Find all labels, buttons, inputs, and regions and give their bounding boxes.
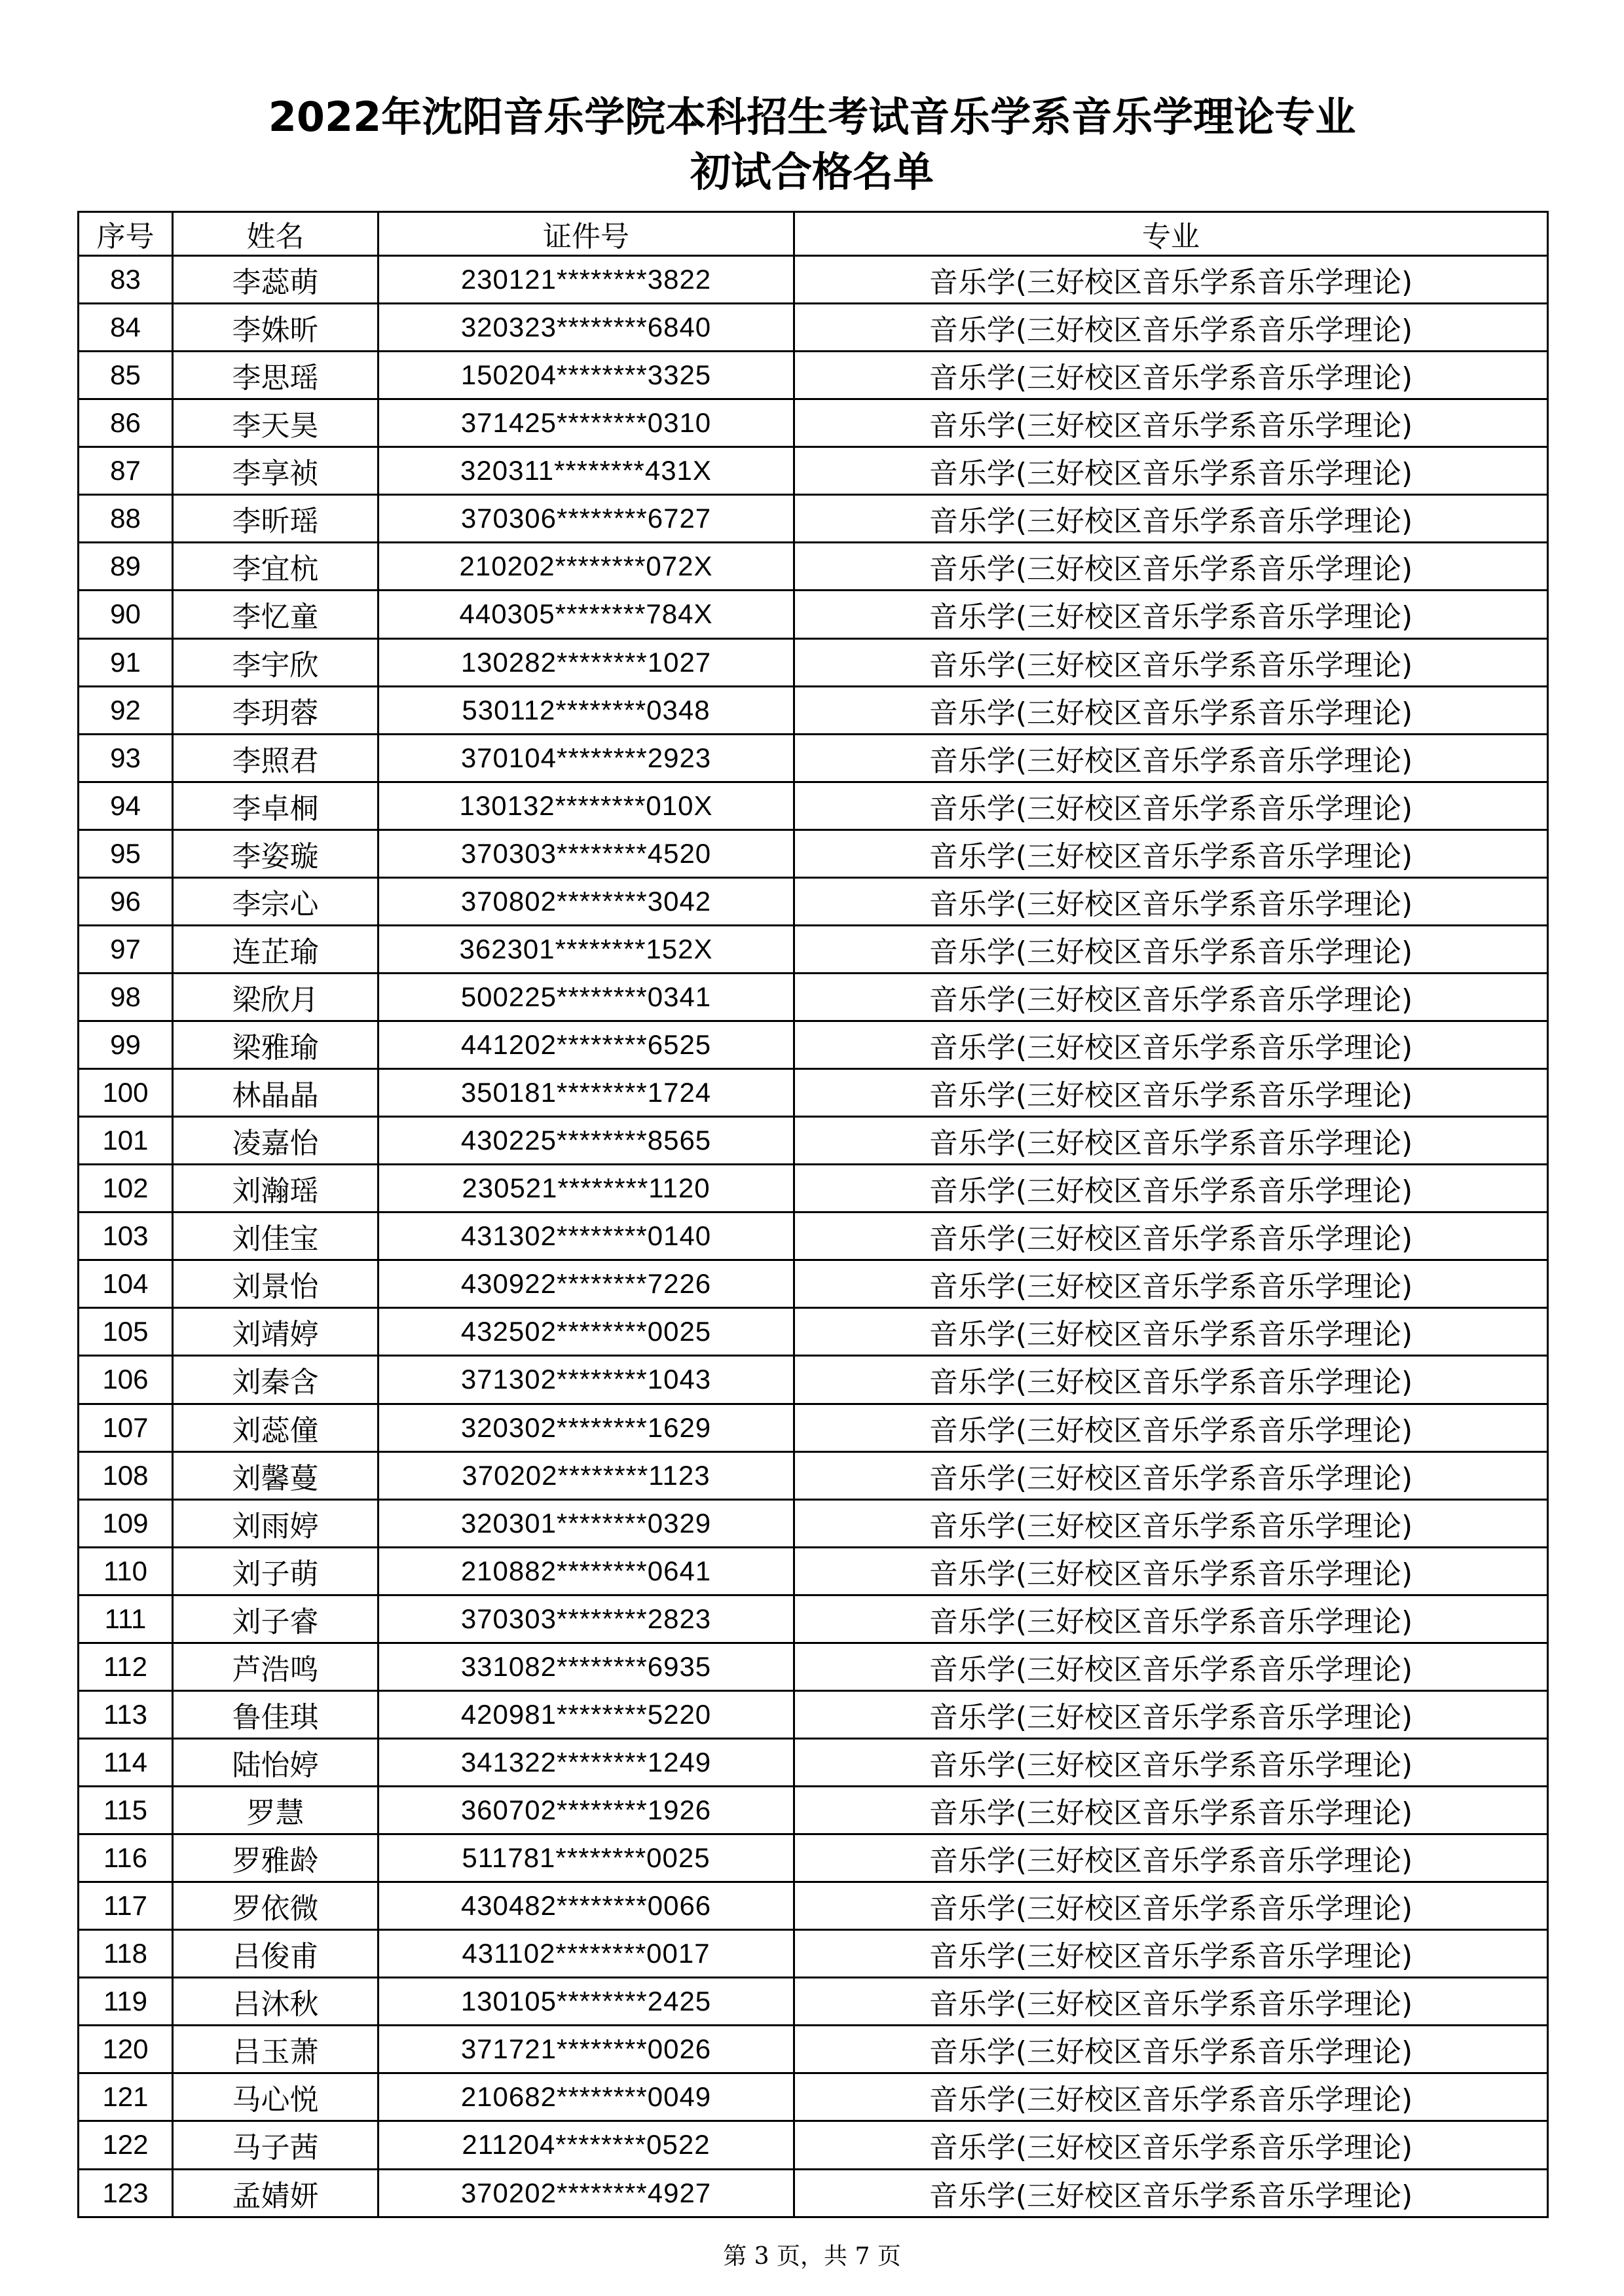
cell-name: 李思瑶 xyxy=(173,352,378,399)
table-row xyxy=(79,1690,1548,1738)
table-row xyxy=(79,2026,1548,2073)
table-row xyxy=(79,1308,1548,1356)
cell-name: 刘瀚瑶 xyxy=(173,1165,378,1212)
header-seq: 序号 xyxy=(79,212,173,256)
cell-name: 李宗心 xyxy=(173,877,378,925)
table-row xyxy=(79,782,1548,829)
table-row xyxy=(79,495,1548,543)
cell-seq: 87 xyxy=(79,447,173,495)
cell-major: 音乐学(三好校区音乐学系音乐学理论) xyxy=(794,1165,1548,1212)
cell-seq: 121 xyxy=(79,2073,173,2121)
cell-seq: 86 xyxy=(79,399,173,447)
cell-name: 陆怡婷 xyxy=(173,1738,378,1786)
table-row xyxy=(79,1356,1548,1404)
cell-name: 李玥蓉 xyxy=(173,686,378,734)
cell-major: 音乐学(三好校区音乐学系音乐学理论) xyxy=(794,447,1548,495)
cell-id-number: 230521********1120 xyxy=(378,1165,794,1212)
document-title: 2022年沈阳音乐学院本科招生考试音乐学系音乐学理论专业 xyxy=(268,93,1356,141)
cell-id-number: 371425********0310 xyxy=(378,399,794,447)
cell-name: 李姝昕 xyxy=(173,304,378,352)
table-row xyxy=(79,1643,1548,1690)
table-row xyxy=(79,2169,1548,2217)
table-row xyxy=(79,1165,1548,1212)
cell-seq: 104 xyxy=(79,1260,173,1308)
cell-id-number: 210682********0049 xyxy=(378,2073,794,2121)
table-row xyxy=(79,925,1548,973)
cell-major: 音乐学(三好校区音乐学系音乐学理论) xyxy=(794,782,1548,829)
table-row xyxy=(79,1069,1548,1117)
table-row xyxy=(79,1499,1548,1547)
cell-seq: 84 xyxy=(79,304,173,352)
cell-seq: 93 xyxy=(79,734,173,782)
cell-seq: 88 xyxy=(79,495,173,543)
cell-id-number: 320311********431X xyxy=(378,447,794,495)
cell-major: 音乐学(三好校区音乐学系音乐学理论) xyxy=(794,1690,1548,1738)
cell-major: 音乐学(三好校区音乐学系音乐学理论) xyxy=(794,1356,1548,1404)
cell-name: 鲁佳琪 xyxy=(173,1690,378,1738)
cell-major: 音乐学(三好校区音乐学系音乐学理论) xyxy=(794,1787,1548,1834)
cell-major: 音乐学(三好校区音乐学系音乐学理论) xyxy=(794,925,1548,973)
cell-seq: 111 xyxy=(79,1595,173,1643)
cell-id-number: 341322********1249 xyxy=(378,1738,794,1786)
table-row xyxy=(79,2121,1548,2169)
cell-id-number: 362301********152X xyxy=(378,925,794,973)
cell-name: 刘子萌 xyxy=(173,1547,378,1595)
table-row xyxy=(79,399,1548,447)
cell-name: 李卓桐 xyxy=(173,782,378,829)
cell-name: 李天昊 xyxy=(173,399,378,447)
cell-name: 李姿璇 xyxy=(173,829,378,877)
header-major: 专业 xyxy=(794,212,1548,256)
cell-seq: 110 xyxy=(79,1547,173,1595)
cell-id-number: 150204********3325 xyxy=(378,352,794,399)
cell-seq: 113 xyxy=(79,1690,173,1738)
cell-name: 连芷瑜 xyxy=(173,925,378,973)
cell-name: 刘佳宝 xyxy=(173,1212,378,1260)
cell-major: 音乐学(三好校区音乐学系音乐学理论) xyxy=(794,1499,1548,1547)
table-row xyxy=(79,304,1548,352)
cell-seq: 109 xyxy=(79,1499,173,1547)
table-row xyxy=(79,973,1548,1021)
cell-seq: 95 xyxy=(79,829,173,877)
cell-major: 音乐学(三好校区音乐学系音乐学理论) xyxy=(794,1069,1548,1117)
cell-id-number: 441202********6525 xyxy=(378,1021,794,1069)
cell-id-number: 130132********010X xyxy=(378,782,794,829)
cell-major: 音乐学(三好校区音乐学系音乐学理论) xyxy=(794,1117,1548,1165)
cell-major: 音乐学(三好校区音乐学系音乐学理论) xyxy=(794,1738,1548,1786)
cell-major: 音乐学(三好校区音乐学系音乐学理论) xyxy=(794,352,1548,399)
cell-name: 凌嘉怡 xyxy=(173,1117,378,1165)
cell-seq: 83 xyxy=(79,256,173,304)
table-row xyxy=(79,1930,1548,1978)
table-row xyxy=(79,1021,1548,1069)
cell-major: 音乐学(三好校区音乐学系音乐学理论) xyxy=(794,1978,1548,2026)
cell-seq: 112 xyxy=(79,1643,173,1690)
cell-id-number: 440305********784X xyxy=(378,591,794,638)
cell-id-number: 350181********1724 xyxy=(378,1069,794,1117)
cell-name: 李蕊萌 xyxy=(173,256,378,304)
cell-name: 马心悦 xyxy=(173,2073,378,2121)
table-row xyxy=(79,1404,1548,1451)
cell-name: 李宇欣 xyxy=(173,638,378,686)
table-row xyxy=(79,1834,1548,1882)
cell-seq: 123 xyxy=(79,2169,173,2217)
table-row xyxy=(79,591,1548,638)
cell-id-number: 130282********1027 xyxy=(378,638,794,686)
cell-id-number: 511781********0025 xyxy=(378,1834,794,1882)
cell-id-number: 370303********4520 xyxy=(378,829,794,877)
table-row xyxy=(79,2073,1548,2121)
cell-major: 音乐学(三好校区音乐学系音乐学理论) xyxy=(794,2121,1548,2169)
cell-id-number: 230121********3822 xyxy=(378,256,794,304)
cell-seq: 122 xyxy=(79,2121,173,2169)
cell-major: 音乐学(三好校区音乐学系音乐学理论) xyxy=(794,1212,1548,1260)
cell-id-number: 370104********2923 xyxy=(378,734,794,782)
cell-id-number: 320301********0329 xyxy=(378,1499,794,1547)
cell-id-number: 420981********5220 xyxy=(378,1690,794,1738)
cell-id-number: 130105********2425 xyxy=(378,1978,794,2026)
cell-id-number: 370303********2823 xyxy=(378,1595,794,1643)
table-row xyxy=(79,1787,1548,1834)
cell-seq: 90 xyxy=(79,591,173,638)
cell-id-number: 530112********0348 xyxy=(378,686,794,734)
cell-seq: 117 xyxy=(79,1882,173,1930)
page-number: 第 3 页，共 7 页 xyxy=(723,2243,901,2270)
cell-name: 刘雨婷 xyxy=(173,1499,378,1547)
cell-major: 音乐学(三好校区音乐学系音乐学理论) xyxy=(794,2169,1548,2217)
cell-seq: 105 xyxy=(79,1308,173,1356)
cell-id-number: 500225********0341 xyxy=(378,973,794,1021)
cell-seq: 98 xyxy=(79,973,173,1021)
cell-seq: 94 xyxy=(79,782,173,829)
cell-name: 李照君 xyxy=(173,734,378,782)
cell-id-number: 360702********1926 xyxy=(378,1787,794,1834)
table-row xyxy=(79,1212,1548,1260)
cell-major: 音乐学(三好校区音乐学系音乐学理论) xyxy=(794,256,1548,304)
cell-name: 吕玉萧 xyxy=(173,2026,378,2073)
cell-major: 音乐学(三好校区音乐学系音乐学理论) xyxy=(794,1451,1548,1499)
cell-major: 音乐学(三好校区音乐学系音乐学理论) xyxy=(794,1308,1548,1356)
cell-major: 音乐学(三好校区音乐学系音乐学理论) xyxy=(794,1547,1548,1595)
cell-major: 音乐学(三好校区音乐学系音乐学理论) xyxy=(794,495,1548,543)
cell-name: 罗雅龄 xyxy=(173,1834,378,1882)
cell-name: 吕俊甫 xyxy=(173,1930,378,1978)
cell-name: 李昕瑶 xyxy=(173,495,378,543)
cell-name: 罗慧 xyxy=(173,1787,378,1834)
cell-seq: 101 xyxy=(79,1117,173,1165)
cell-major: 音乐学(三好校区音乐学系音乐学理论) xyxy=(794,1021,1548,1069)
table-row xyxy=(79,1117,1548,1165)
cell-name: 刘蕊僮 xyxy=(173,1404,378,1451)
cell-id-number: 370202********4927 xyxy=(378,2169,794,2217)
cell-name: 孟婧妍 xyxy=(173,2169,378,2217)
cell-name: 林晶晶 xyxy=(173,1069,378,1117)
cell-seq: 106 xyxy=(79,1356,173,1404)
cell-seq: 116 xyxy=(79,1834,173,1882)
cell-seq: 108 xyxy=(79,1451,173,1499)
cell-seq: 114 xyxy=(79,1738,173,1786)
cell-id-number: 370306********6727 xyxy=(378,495,794,543)
table-row xyxy=(79,543,1548,591)
cell-seq: 103 xyxy=(79,1212,173,1260)
cell-id-number: 371721********0026 xyxy=(378,2026,794,2073)
roster-body xyxy=(79,256,1548,2217)
cell-name: 吕沐秋 xyxy=(173,1978,378,2026)
cell-name: 刘子睿 xyxy=(173,1595,378,1643)
cell-major: 音乐学(三好校区音乐学系音乐学理论) xyxy=(794,734,1548,782)
cell-id-number: 371302********1043 xyxy=(378,1356,794,1404)
cell-id-number: 370202********1123 xyxy=(378,1451,794,1499)
cell-seq: 107 xyxy=(79,1404,173,1451)
cell-name: 李宜杭 xyxy=(173,543,378,591)
cell-seq: 99 xyxy=(79,1021,173,1069)
roster-table xyxy=(77,211,1549,2218)
cell-seq: 89 xyxy=(79,543,173,591)
cell-name: 刘馨蔓 xyxy=(173,1451,378,1499)
cell-major: 音乐学(三好校区音乐学系音乐学理论) xyxy=(794,686,1548,734)
cell-name: 刘靖婷 xyxy=(173,1308,378,1356)
table-row xyxy=(79,734,1548,782)
cell-seq: 92 xyxy=(79,686,173,734)
table-row xyxy=(79,638,1548,686)
cell-major: 音乐学(三好校区音乐学系音乐学理论) xyxy=(794,591,1548,638)
cell-name: 刘秦含 xyxy=(173,1356,378,1404)
table-row xyxy=(79,352,1548,399)
cell-id-number: 430225********8565 xyxy=(378,1117,794,1165)
cell-seq: 102 xyxy=(79,1165,173,1212)
table-header-row xyxy=(79,212,1548,256)
document-subtitle: 初试合格名单 xyxy=(690,148,934,196)
cell-name: 李忆童 xyxy=(173,591,378,638)
cell-id-number: 432502********0025 xyxy=(378,1308,794,1356)
cell-name: 梁雅瑜 xyxy=(173,1021,378,1069)
cell-major: 音乐学(三好校区音乐学系音乐学理论) xyxy=(794,1882,1548,1930)
table-row xyxy=(79,256,1548,304)
table-row xyxy=(79,1738,1548,1786)
cell-id-number: 211204********0522 xyxy=(378,2121,794,2169)
cell-major: 音乐学(三好校区音乐学系音乐学理论) xyxy=(794,638,1548,686)
table-row xyxy=(79,447,1548,495)
cell-major: 音乐学(三好校区音乐学系音乐学理论) xyxy=(794,2026,1548,2073)
cell-seq: 115 xyxy=(79,1787,173,1834)
cell-major: 音乐学(三好校区音乐学系音乐学理论) xyxy=(794,1643,1548,1690)
cell-name: 罗依微 xyxy=(173,1882,378,1930)
cell-major: 音乐学(三好校区音乐学系音乐学理论) xyxy=(794,1834,1548,1882)
table-row xyxy=(79,1595,1548,1643)
cell-id-number: 370802********3042 xyxy=(378,877,794,925)
cell-id-number: 331082********6935 xyxy=(378,1643,794,1690)
cell-name: 刘景怡 xyxy=(173,1260,378,1308)
cell-major: 音乐学(三好校区音乐学系音乐学理论) xyxy=(794,399,1548,447)
table-row xyxy=(79,1260,1548,1308)
cell-major: 音乐学(三好校区音乐学系音乐学理论) xyxy=(794,1404,1548,1451)
cell-major: 音乐学(三好校区音乐学系音乐学理论) xyxy=(794,543,1548,591)
cell-id-number: 210882********0641 xyxy=(378,1547,794,1595)
cell-seq: 97 xyxy=(79,925,173,973)
cell-major: 音乐学(三好校区音乐学系音乐学理论) xyxy=(794,973,1548,1021)
cell-seq: 96 xyxy=(79,877,173,925)
table-row xyxy=(79,686,1548,734)
cell-name: 芦浩鸣 xyxy=(173,1643,378,1690)
table-row xyxy=(79,829,1548,877)
cell-name: 梁欣月 xyxy=(173,973,378,1021)
table-row xyxy=(79,1547,1548,1595)
cell-id-number: 431102********0017 xyxy=(378,1930,794,1978)
cell-seq: 120 xyxy=(79,2026,173,2073)
cell-seq: 85 xyxy=(79,352,173,399)
cell-id-number: 430922********7226 xyxy=(378,1260,794,1308)
cell-name: 马子茜 xyxy=(173,2121,378,2169)
cell-id-number: 430482********0066 xyxy=(378,1882,794,1930)
cell-id-number: 210202********072X xyxy=(378,543,794,591)
cell-major: 音乐学(三好校区音乐学系音乐学理论) xyxy=(794,304,1548,352)
cell-seq: 100 xyxy=(79,1069,173,1117)
table-row xyxy=(79,1451,1548,1499)
cell-major: 音乐学(三好校区音乐学系音乐学理论) xyxy=(794,829,1548,877)
cell-id-number: 320302********1629 xyxy=(378,1404,794,1451)
cell-major: 音乐学(三好校区音乐学系音乐学理论) xyxy=(794,877,1548,925)
table-row xyxy=(79,1882,1548,1930)
cell-seq: 119 xyxy=(79,1978,173,2026)
cell-id-number: 320323********6840 xyxy=(378,304,794,352)
cell-id-number: 431302********0140 xyxy=(378,1212,794,1260)
cell-major: 音乐学(三好校区音乐学系音乐学理论) xyxy=(794,1260,1548,1308)
cell-seq: 118 xyxy=(79,1930,173,1978)
table-row xyxy=(79,1978,1548,2026)
cell-seq: 91 xyxy=(79,638,173,686)
header-name: 姓名 xyxy=(173,212,378,256)
table-row xyxy=(79,877,1548,925)
cell-name: 李享祯 xyxy=(173,447,378,495)
cell-major: 音乐学(三好校区音乐学系音乐学理论) xyxy=(794,1595,1548,1643)
cell-major: 音乐学(三好校区音乐学系音乐学理论) xyxy=(794,2073,1548,2121)
header-id: 证件号 xyxy=(378,212,794,256)
cell-major: 音乐学(三好校区音乐学系音乐学理论) xyxy=(794,1930,1548,1978)
